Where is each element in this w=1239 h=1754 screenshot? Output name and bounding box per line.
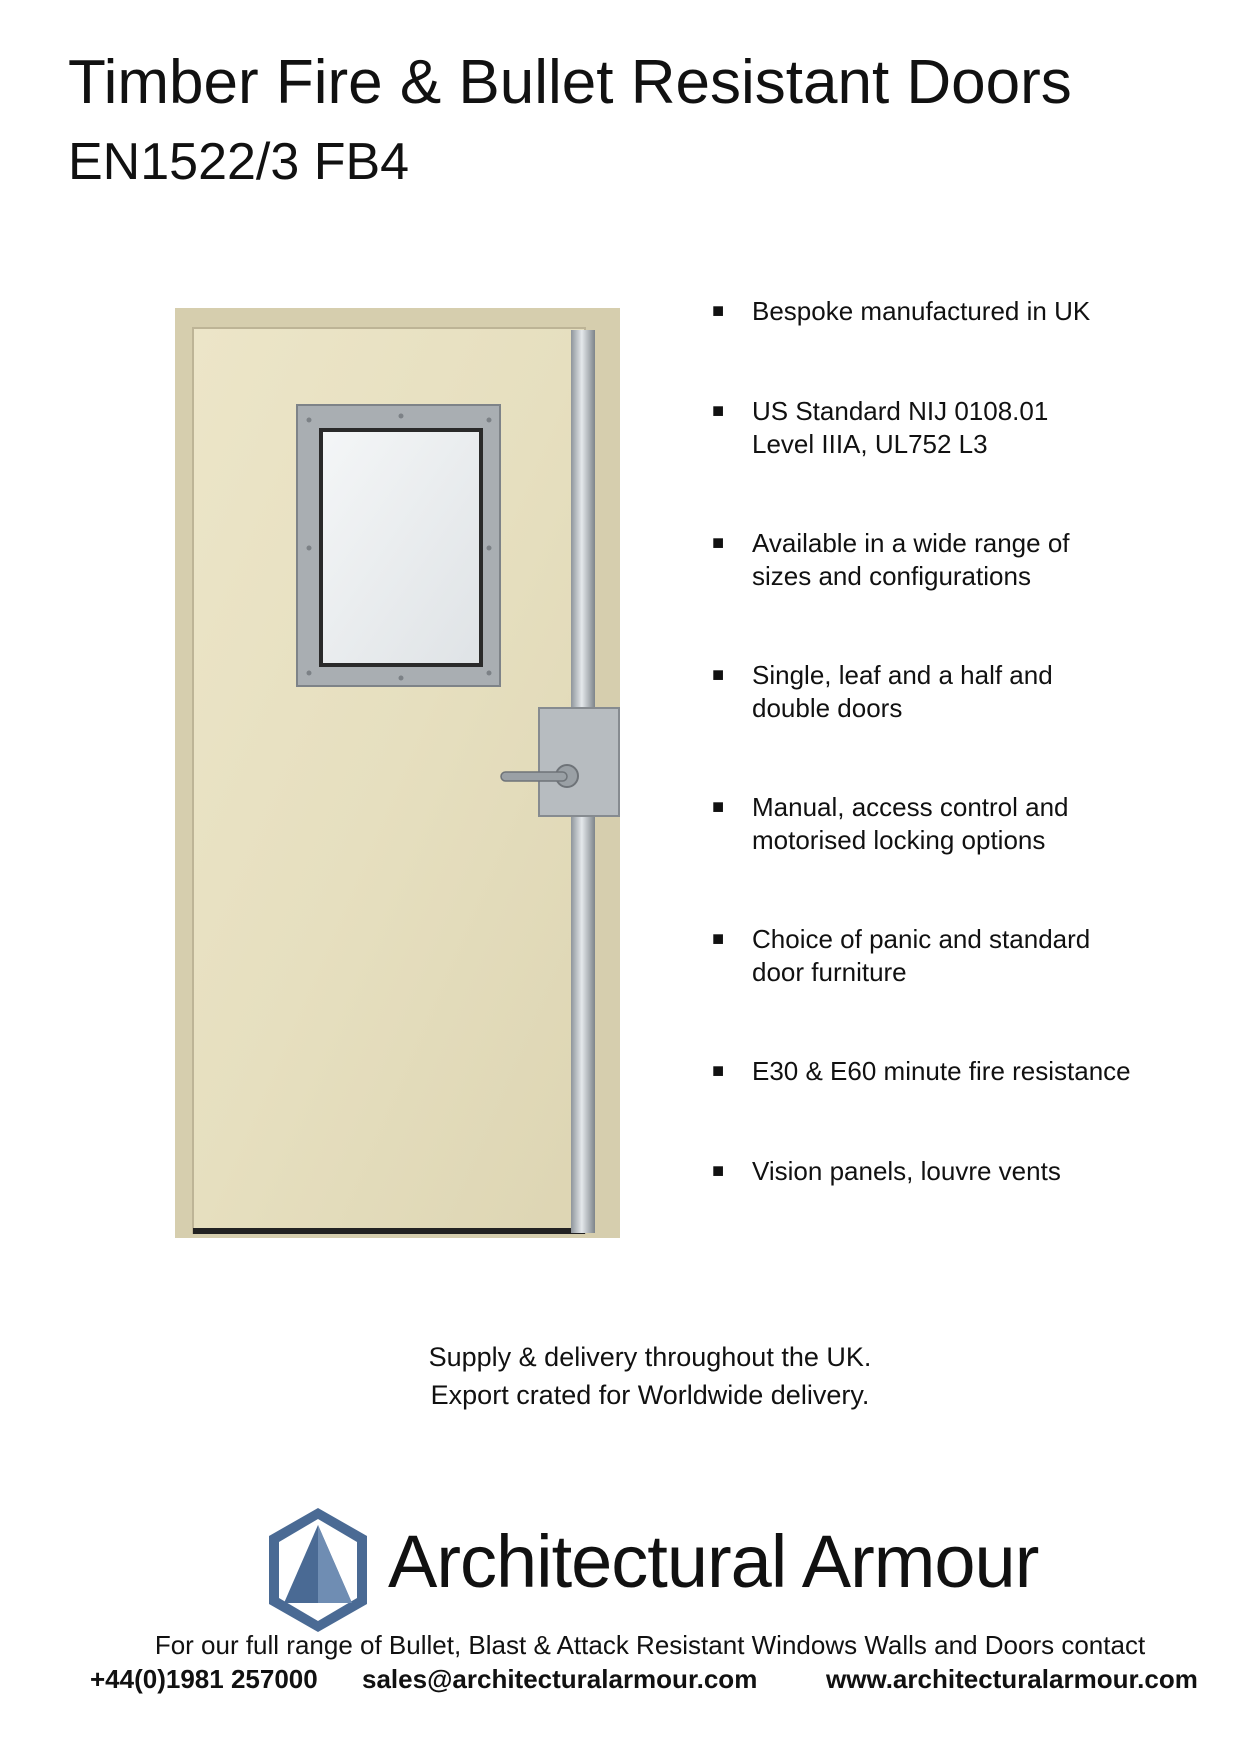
- feature-item: ■ Manual, access control and motorised locking options: [712, 792, 1069, 855]
- bullet-icon: ■: [712, 1160, 725, 1182]
- bullet-icon: ■: [712, 300, 725, 322]
- phone-number[interactable]: +44(0)1981 257000: [90, 1664, 318, 1694]
- page-subtitle: EN1522/3 FB4: [68, 133, 410, 191]
- bullet-icon: ■: [712, 532, 725, 554]
- website-link[interactable]: www.architecturalarmour.com: [826, 1664, 1198, 1694]
- delivery-note: [0, 1338, 1239, 1414]
- feature-item: ■ E30 & E60 minute fire resistance: [712, 1056, 1131, 1086]
- bullet-icon: ■: [712, 928, 725, 950]
- page-title: Timber Fire & Bullet Resistant Doors: [68, 48, 1072, 117]
- feature-item: ■ Vision panels, louvre vents: [712, 1156, 1061, 1186]
- feature-item: ■ Bespoke manufactured in UK: [712, 296, 1091, 326]
- delivery-line-export: Export crated for Worldwide delivery.: [430, 1380, 870, 1410]
- door-illustration: [175, 308, 620, 1238]
- bullet-icon: ■: [712, 796, 725, 818]
- feature-item: ■ US Standard NIJ 0108.01 Level IIIA, UL752 L3: [712, 396, 1049, 459]
- email-link[interactable]: sales@architecturalarmour.com: [362, 1664, 758, 1694]
- door-threshold: [193, 1228, 585, 1234]
- feature-item: ■ Available in a wide range of sizes and configurations: [712, 528, 1070, 591]
- bullet-icon: ■: [712, 664, 725, 686]
- contact-intro: For our full range of Bullet, Blast & Attack Resistant Windows Walls and Doors contact: [154, 1630, 1146, 1660]
- feature-item: ■ Choice of panic and standard door furniture: [712, 924, 1091, 987]
- delivery-line-uk: Supply & delivery throughout the UK.: [428, 1342, 872, 1372]
- bullet-icon: ■: [712, 1060, 725, 1082]
- feature-item: ■ Single, leaf and a half and double doors: [712, 660, 1053, 723]
- lever-handle: [501, 772, 567, 781]
- hexagon-triangle-logo-icon: [266, 1505, 370, 1635]
- lock-plate: [539, 708, 619, 816]
- vision-panel-glass: [321, 430, 481, 665]
- brand-name: Architectural Armour: [388, 1520, 1039, 1603]
- bullet-icon: ■: [712, 400, 725, 422]
